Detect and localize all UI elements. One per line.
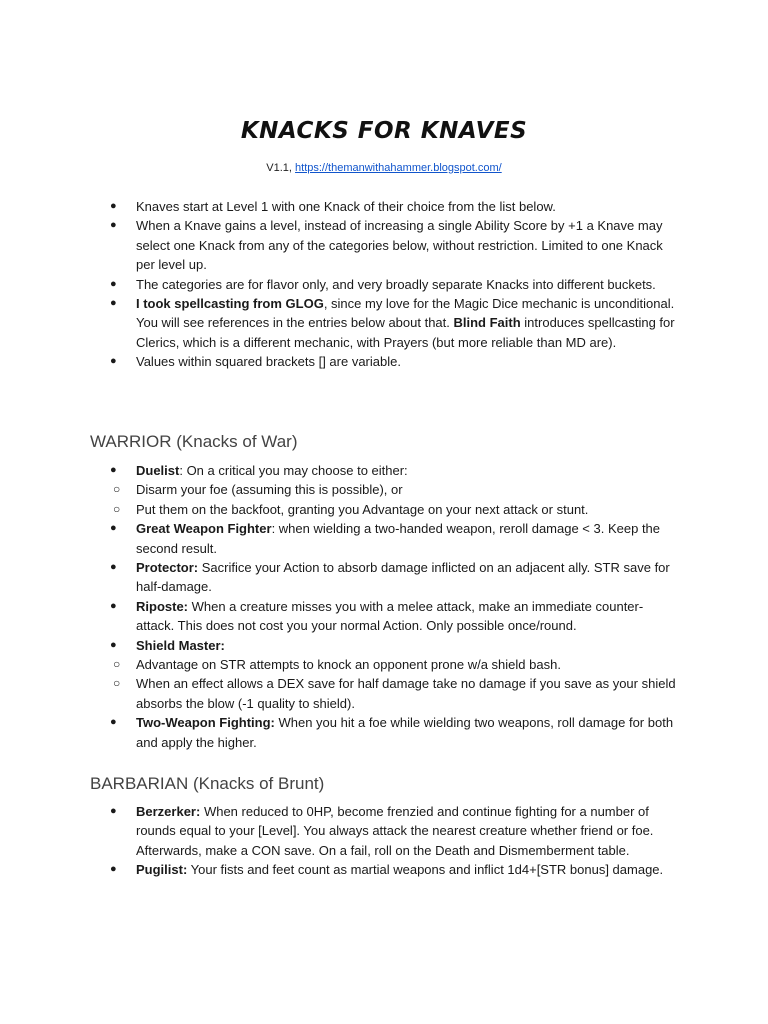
knack-text: Sacrifice your Action to absorb damage inflicted on an adjacent ally. STR save for half-damage. bbox=[136, 560, 670, 595]
knack-subitem: ○ Put them on the backfoot, granting you Advantage on your next attack or stunt. bbox=[91, 500, 681, 519]
knack-name: Duelist bbox=[136, 463, 180, 478]
knack-name: Two-Weapon Fighting: bbox=[136, 715, 275, 731]
knack-name: Berzerker: bbox=[136, 804, 201, 819]
bullet-icon: ● bbox=[110, 522, 117, 535]
section-heading-barbarian: BARBARIAN (Knacks of Brunt) bbox=[90, 774, 325, 793]
knack-sublist bbox=[91, 480, 681, 519]
bullet-icon: ● bbox=[110, 716, 117, 729]
intro-item: ● The categories are for flavor only, and very broadly separate Knacks into different buckets. bbox=[136, 275, 676, 294]
knack-item bbox=[110, 597, 681, 636]
knack-item bbox=[110, 461, 681, 519]
bullet-icon: ● bbox=[110, 805, 117, 817]
circle-bullet-icon: ○ bbox=[113, 657, 121, 672]
bullet-icon: ● bbox=[110, 219, 117, 232]
knack-item bbox=[110, 636, 681, 714]
knack-name: Riposte: bbox=[136, 598, 188, 614]
knack-item bbox=[110, 519, 681, 558]
version-label: V1.1, bbox=[266, 162, 296, 174]
intro-item: ● Values within squared brackets [] are variable. bbox=[136, 352, 676, 371]
knack-item bbox=[110, 558, 681, 597]
circle-bullet-icon: ○ bbox=[113, 482, 121, 497]
bullet-icon: ● bbox=[110, 277, 117, 290]
circle-bullet-icon: ○ bbox=[113, 676, 121, 691]
glog-bold: I took spellcasting from GLOG bbox=[136, 296, 324, 312]
blog-link[interactable]: https://themanwithahammer.blogspot.com/ bbox=[295, 162, 502, 174]
bullet-icon: ● bbox=[110, 464, 117, 476]
knack-name: Great Weapon Fighter bbox=[136, 521, 272, 537]
knack-text: Your fists and feet count as martial weapons and inflict 1d4+[STR bonus] damage. bbox=[187, 862, 664, 878]
knack-name: Shield Master: bbox=[136, 637, 225, 653]
intro-list bbox=[110, 197, 676, 372]
intro-item: ● I took spellcasting from GLOG, since my love for the Magic Dice mechanic is unconditional. You will see references in the entries below about that. Blind Faith introduces spellcasting for Clerics, which is a different mechanic, with Prayers (but more reliable than MD are). bbox=[110, 296, 675, 350]
bullet-icon: ● bbox=[110, 599, 117, 612]
bullet-icon: ● bbox=[110, 297, 117, 310]
knack-text: When you hit a foe while wielding two weapons, roll damage for both and apply the higher. bbox=[136, 715, 674, 750]
bullet-icon: ● bbox=[110, 638, 117, 651]
knack-subitem: ○ When an effect allows a DEX save for half damage take no damage if you save as your shield absorbs the blow (-1 quality to shield). bbox=[113, 676, 676, 711]
bullet-icon: ● bbox=[110, 355, 117, 368]
intro-item: ● Knaves start at Level 1 with one Knack of their choice from the list below. bbox=[136, 197, 676, 216]
knack-item bbox=[110, 860, 681, 879]
bullet-icon: ● bbox=[110, 863, 117, 876]
barbarian-knack-list bbox=[110, 802, 681, 880]
knack-subitem: ○ Advantage on STR attempts to knock an opponent prone w/a shield bash. bbox=[91, 655, 681, 674]
knack-item bbox=[110, 713, 681, 752]
section-heading-warrior: WARRIOR (Knacks of War) bbox=[90, 432, 298, 451]
blind-faith-bold: Blind Faith bbox=[453, 315, 521, 331]
document-title: KNACKS FOR KNAVES bbox=[240, 118, 528, 144]
bullet-icon: ● bbox=[110, 200, 117, 212]
knack-item bbox=[110, 802, 681, 860]
bullet-icon: ● bbox=[110, 561, 117, 574]
knack-text: When reduced to 0HP, become frenzied and continue fighting for a number of rounds equal to your [Level]. You always attack the nearest creature whether friend or foe. Afterwards, make a CON save. On a fail, roll on the Death and Dismemberment table. bbox=[136, 804, 654, 858]
knack-text: : On a critical you may choose to either: bbox=[179, 463, 408, 478]
knack-name: Pugilist: bbox=[136, 862, 188, 878]
circle-bullet-icon: ○ bbox=[113, 501, 121, 516]
intro-item: ● When a Knave gains a level, instead of increasing a single Ability Score by +1 a Knave may select one Knack from any of the categories below, without restriction. Limited to one Knack per level up. bbox=[110, 218, 663, 273]
knack-sublist bbox=[91, 655, 681, 713]
knack-subitem: ○ Disarm your foe (assuming this is possible), or bbox=[91, 480, 681, 499]
knack-text: : when wielding a two-handed weapon, reroll damage < 3. Keep the second result. bbox=[136, 521, 661, 556]
knack-name: Protector: bbox=[136, 560, 199, 576]
version-line bbox=[0, 162, 768, 174]
warrior-knack-list bbox=[110, 461, 681, 752]
knack-text: When a creature misses you with a melee attack, make an immediate counter-attack. This does not cost you your normal Action. Only possible once/round. bbox=[136, 598, 644, 634]
